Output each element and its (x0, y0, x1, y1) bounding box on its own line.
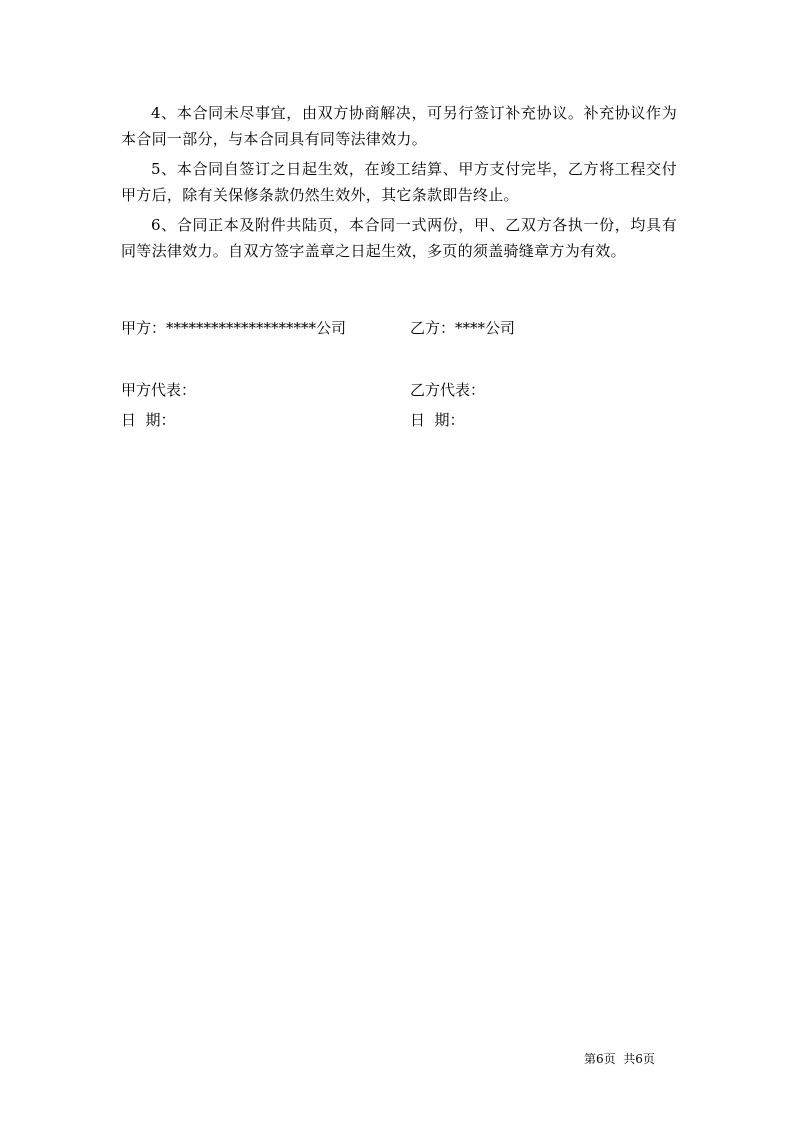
party-a-representative-label: 甲方代表： (121, 381, 197, 399)
clause-4: 4、本合同未尽事宜，由双方协商解决，可另行签订补充协议。补充协议作为本合同一部分，与本合同具有同等法律效力。 (121, 104, 677, 148)
party-a-name: 甲方：********************公司 (121, 319, 347, 337)
party-b-name: 乙方：****公司 (410, 319, 516, 337)
party-a-date-label: 日 期： (121, 411, 176, 429)
clause-5: 5、本合同自签订之日起生效，在竣工结算、甲方支付完毕，乙方将工程交付甲方后，除有关保修条款仍然生效外，其它条款即告终止。 (121, 160, 677, 204)
clause-6: 6、合同正本及附件共陆页，本合同一式两份，甲、乙双方各执一份，均具有同等法律效力。自双方签字盖章之日起生效，多页的须盖骑缝章方为有效。 (121, 216, 677, 260)
party-b-representative-label: 乙方代表： (410, 381, 486, 399)
contract-clauses (121, 100, 677, 268)
party-b-date-label: 日 期： (410, 411, 465, 429)
page-number-footer: 第6页 共6页 (584, 1052, 655, 1066)
